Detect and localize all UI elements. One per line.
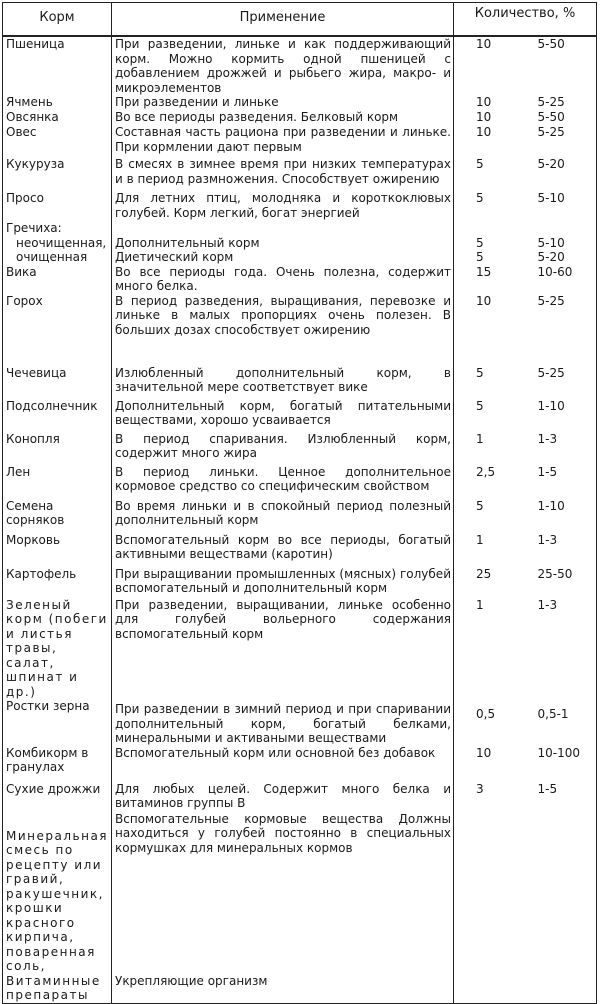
table-row: [3, 366, 597, 399]
table-row: [3, 974, 597, 1004]
feed-name: Зеленый корм (побеги и листья травы, салат, шпинат и др.): [3, 598, 112, 700]
quantity-typical: 5: [454, 157, 524, 191]
feed-name: Горох: [3, 294, 112, 366]
quantity-range: 5-10: [524, 191, 597, 221]
feed-use: Для любых целей. Содержит много белка и витаминов группы В: [112, 782, 454, 812]
quantity-range: 1-3: [524, 598, 597, 700]
table-row: [3, 699, 597, 746]
quantity-typical: 3: [454, 782, 524, 812]
feed-subtype: неочищенная,: [16, 235, 107, 250]
table-row: [3, 265, 597, 294]
table-row: [3, 746, 597, 782]
feed-name: Семена сорняков: [3, 499, 112, 533]
feed-name-group: [3, 221, 112, 265]
quantity-range: 1-10: [524, 499, 597, 533]
table-row: [3, 782, 597, 812]
feed-use: В смесях в зимнее время при низких температурах и в период размножения. Способствует ожирению: [112, 157, 454, 191]
table-row: [3, 36, 597, 95]
quantity-typical: 25: [454, 567, 524, 598]
feed-use: Вспомогательные кормовые вещества Должны находиться у голубей постоянно в специальных кормушках для минеральных кормов: [112, 812, 454, 974]
quantity-range: 1-5: [524, 782, 597, 812]
feed-name: Чечевица: [3, 366, 112, 399]
quantity-range: 25-50: [524, 567, 597, 598]
table-row: [3, 598, 597, 700]
quantity-range: 1-3: [524, 533, 597, 567]
feed-name: Морковь: [3, 533, 112, 567]
quantity-typical: 5: [476, 235, 484, 250]
feed-use: Диетический корм: [115, 250, 234, 264]
quantity-typical: 2,5: [454, 465, 524, 499]
table-header-row: [3, 3, 597, 37]
quantity-typical: 5: [454, 499, 524, 533]
feed-name: Лен: [3, 465, 112, 499]
table-row: [3, 399, 597, 432]
quantity-typical: 5: [454, 191, 524, 221]
feed-use: Дополнительный корм: [115, 235, 260, 250]
column-header-quantity: Количество, %: [454, 3, 597, 37]
quantity-range: 10-100: [524, 746, 597, 782]
feed-name: Конопля: [3, 432, 112, 465]
table-row: [3, 465, 597, 499]
column-header-feed: Корм: [3, 3, 112, 37]
quantity-range: [524, 812, 597, 974]
feed-use: Дополнительный корм, богатый питательными веществами, хорошо усваивается: [112, 399, 454, 432]
feed-use: Во все периоды года. Очень полезна, содержит много белка.: [112, 265, 454, 294]
feed-use: Во все периоды разведения. Белковый корм: [112, 110, 454, 125]
table-row: [3, 432, 597, 465]
feed-name: Витаминные препараты: [3, 974, 112, 1004]
feed-name: Гречиха:: [6, 221, 62, 235]
quantity-range: 5-50: [524, 36, 597, 95]
quantity-typical: 15: [454, 265, 524, 294]
feed-use: При разведении, линьке и как поддерживающий корм. Можно кормить одной пшеницей с добавлением дрожжей и рыбьего жира, макро- и микроэлементов: [112, 36, 454, 95]
quantity-range: 0,5-1: [524, 699, 597, 746]
table-row: [3, 95, 597, 110]
feed-name: Минеральная смесь по рецепту или гравий, ракушечник, крошки красного кирпича, поваренная соль,: [3, 812, 112, 974]
feed-name: Картофель: [3, 567, 112, 598]
table-row: [3, 110, 597, 125]
quantity-typical: 5: [454, 366, 524, 399]
feed-name: Подсолнечник: [3, 399, 112, 432]
quantity-typical: 0,5: [454, 699, 524, 746]
quantity-range: 1-3: [524, 432, 597, 465]
feed-name: Овес: [3, 125, 112, 157]
feed-name: Ростки зерна: [3, 699, 112, 746]
table-row: [3, 499, 597, 533]
quantity-range: 10-60: [524, 265, 597, 294]
table-row: [3, 125, 597, 157]
table-row: [3, 221, 597, 265]
quantity-typical: 1: [454, 432, 524, 465]
quantity-range: 5-50: [524, 110, 597, 125]
table-row: [3, 567, 597, 598]
feed-use: Во время линьки и в спокойный период полезный дополнительный корм: [112, 499, 454, 533]
quantity-range: 5-25: [524, 294, 597, 366]
quantity-typical: 10: [454, 95, 524, 110]
quantity-typical: 5: [476, 250, 484, 264]
quantity-range: 1-5: [524, 465, 597, 499]
feed-name: Ячмень: [3, 95, 112, 110]
column-header-use: Применение: [112, 3, 454, 37]
feed-name: Просо: [3, 191, 112, 221]
quantity-typical: [454, 974, 524, 1004]
feed-use: При выращивании промышленных (мясных) голубей вспомогательный и дополнительный корм: [112, 567, 454, 598]
feed-use: Для летних птиц, молодняка и короткоклювых голубей. Корм легкий, богат энергией: [112, 191, 454, 221]
quantity-range: 5-25: [524, 366, 597, 399]
feed-subtype: очищенная: [16, 250, 88, 264]
feed-use: Вспомогательный корм во все периоды, богатый активными веществами (каротин): [112, 533, 454, 567]
quantity-range: [524, 974, 597, 1004]
feed-use: Составная часть рациона при разведении и линьке. При кормлении дают первым: [112, 125, 454, 157]
quantity-typical: 5: [454, 399, 524, 432]
feed-table: [2, 2, 597, 1004]
table-row: [3, 533, 597, 567]
feed-use: При разведении и линьке: [112, 95, 454, 110]
quantity-range-group: [524, 221, 597, 265]
feed-use-text: При разведении в зимний период и при спаривании дополнительный корм, богатый белками, минеральными и активаными веществами: [115, 702, 451, 745]
feed-use: В период разведения, выращивания, перевозке и линьке в малых пропорциях очень полезен. В больших дозах способствует ожирению: [112, 294, 454, 366]
feed-use-group: [112, 221, 454, 265]
feed-use: Укрепляющие организм: [112, 974, 454, 1004]
quantity-typical-group: [454, 221, 524, 265]
quantity-range: 5-25: [524, 95, 597, 110]
quantity-range: 5-20: [524, 157, 597, 191]
feed-name: Кукуруза: [3, 157, 112, 191]
feed-use: Излюбленный дополнительный корм, в значительной мере соответствует вике: [112, 366, 454, 399]
quantity-typical: 10: [454, 110, 524, 125]
feed-name: Сухие дрожжи: [3, 782, 112, 812]
quantity-typical: 10: [454, 294, 524, 366]
feed-use: В период линьки. Ценное дополнительное кормовое средство со специфическим свойством: [112, 465, 454, 499]
feed-use: [112, 699, 454, 746]
feed-name: Овсянка: [3, 110, 112, 125]
feed-name: Комбикорм в гранулах: [3, 746, 112, 782]
table-row: [3, 812, 597, 974]
quantity-typical: 10: [454, 125, 524, 157]
feed-name: Пшеница: [3, 36, 112, 95]
quantity-typical: 10: [454, 36, 524, 95]
quantity-range: 1-10: [524, 399, 597, 432]
feed-use: При разведении, выращивании, линьке особенно для голубей вольерного содержания вспомогательный корм: [112, 598, 454, 700]
quantity-typical: 1: [454, 533, 524, 567]
quantity-typical: [454, 812, 524, 974]
quantity-range: 5-20: [537, 250, 565, 264]
table-row: [3, 157, 597, 191]
quantity-range: 5-10: [537, 235, 565, 250]
feed-use: В период спаривания. Излюбленный корм, содержит много жира: [112, 432, 454, 465]
feed-name: Вика: [3, 265, 112, 294]
table-row: [3, 191, 597, 221]
feed-use: Вспомогательный корм или основной без добавок: [112, 746, 454, 782]
quantity-typical: 10: [454, 746, 524, 782]
quantity-range: 5-25: [524, 125, 597, 157]
quantity-typical: 1: [454, 598, 524, 700]
table-row: [3, 294, 597, 366]
